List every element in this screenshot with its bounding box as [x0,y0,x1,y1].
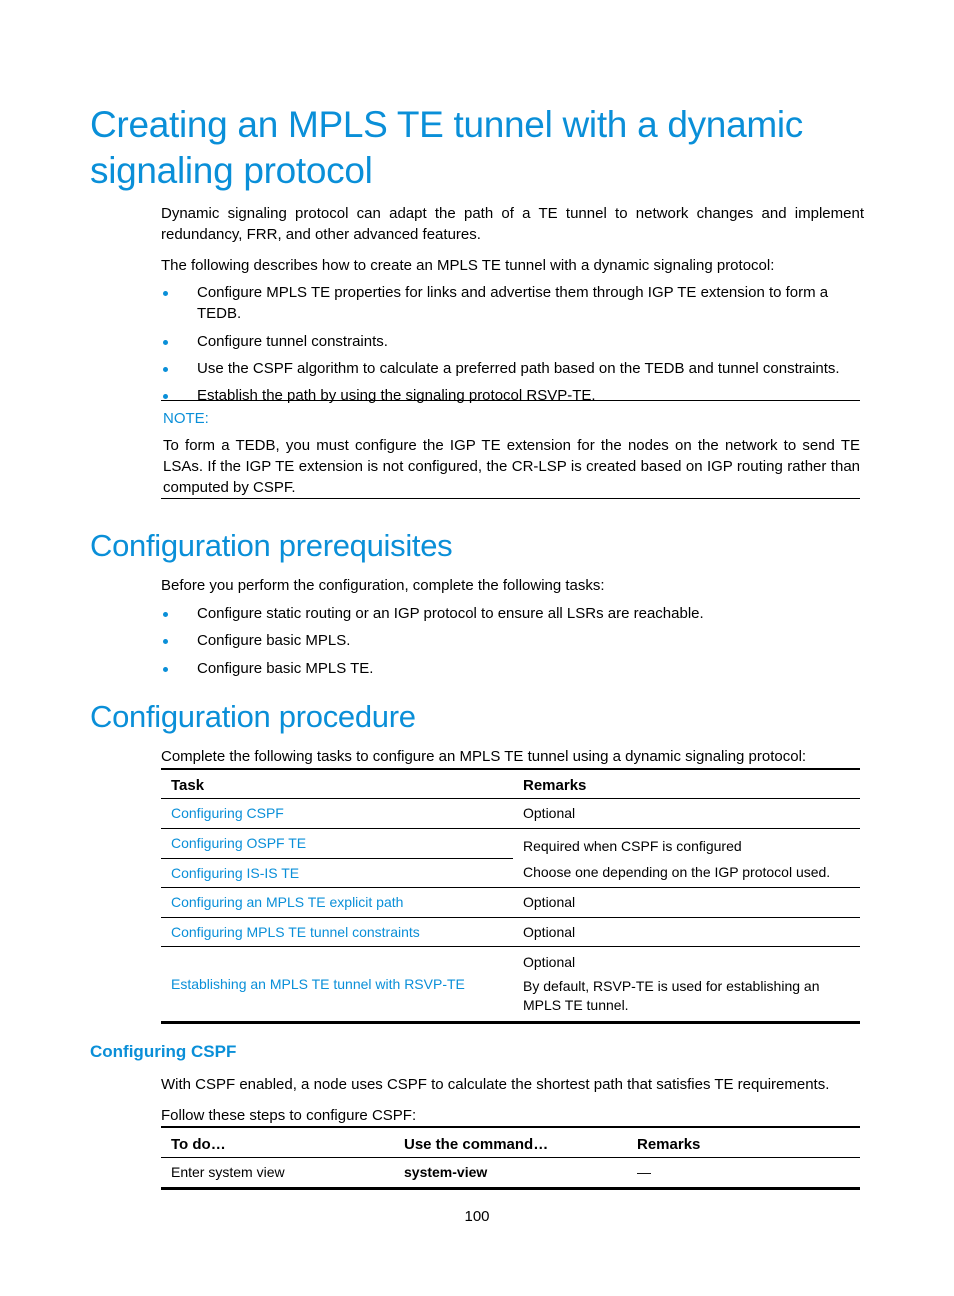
prereq-intro: Before you perform the configuration, complete the following tasks: [161,577,605,594]
table-header-row [161,1127,860,1157]
cspf-steps-intro: Follow these steps to configure CSPF: [161,1107,417,1124]
intro-paragraph: Dynamic signaling protocol can adapt the path of a TE tunnel to network changes and implement redundancy, FRR, and other advanced features. [161,205,864,243]
col-todo: To do… [161,1127,394,1157]
cspf-table [161,1126,860,1190]
igp-remarks: Required when CSPF is configured Choose one depending on the IGP protocol used. [513,828,860,887]
table-row [161,828,860,858]
table-row: Configuring an MPLS TE explicit path Optional [161,887,860,917]
prereq-list [161,603,866,679]
bullet-icon [163,394,168,399]
list-item: Configure MPLS TE properties for links and advertise them through IGP TE extension to form a TEDB. [161,282,866,324]
list-item: Configure basic MPLS TE. [161,658,866,679]
col-command: Use the command… [394,1127,627,1157]
steps-intro: The following describes how to create an MPLS TE tunnel with a dynamic signaling protocol: [161,257,775,274]
bullet-icon [163,291,168,296]
procedure-heading: Configuration procedure [90,699,416,734]
link-explicit-path[interactable]: Configuring an MPLS TE explicit path [161,887,513,917]
steps-list [161,282,866,406]
bullet-icon [163,367,168,372]
command-text: system-view [394,1157,627,1188]
link-rsvp-te[interactable]: Establishing an MPLS TE tunnel with RSVP-TE [161,946,513,1022]
bullet-icon [163,340,168,345]
bullet-icon [163,612,168,617]
procedure-intro: Complete the following tasks to configure an MPLS TE tunnel using a dynamic signaling protocol: [161,748,807,765]
procedure-table [161,768,860,1024]
table-header-row [161,769,860,798]
page-title: Creating an MPLS TE tunnel with a dynamic signaling protocol [90,104,803,191]
note-label: NOTE: [163,410,209,427]
note-box [161,400,860,499]
cspf-heading: Configuring CSPF [90,1042,237,1061]
col-remarks: Remarks [627,1127,860,1157]
col-task: Task [161,769,513,798]
prereq-heading: Configuration prerequisites [90,528,453,563]
cspf-intro: With CSPF enabled, a node uses CSPF to calculate the shortest path that satisfies TE requirements. [161,1076,830,1093]
col-remarks: Remarks [513,769,860,798]
list-item: Use the CSPF algorithm to calculate a preferred path based on the TEDB and tunnel constraints. [161,358,866,379]
link-configuring-ospf-te[interactable]: Configuring OSPF TE [161,828,513,858]
table-row: Establishing an MPLS TE tunnel with RSVP-TE Optional By default, RSVP-TE is used for establishing an MPLS TE tunnel. [161,946,860,1022]
link-configuring-isis-te[interactable]: Configuring IS-IS TE [161,858,513,887]
list-item: Configure basic MPLS. [161,630,866,651]
table-row: Configuring MPLS TE tunnel constraints Optional [161,917,860,946]
bullet-icon [163,639,168,644]
note-text: To form a TEDB, you must configure the IGP TE extension for the nodes on the network to send TE LSAs. If the IGP TE extension is not configured, the CR-LSP is created based on IGP routing rather than computed by CSPF. [163,437,860,496]
table-row: Configuring CSPF Optional [161,798,860,828]
link-configuring-cspf[interactable]: Configuring CSPF [161,798,513,828]
bullet-icon [163,667,168,672]
list-item: Configure static routing or an IGP protocol to ensure all LSRs are reachable. [161,603,866,624]
link-tunnel-constraints[interactable]: Configuring MPLS TE tunnel constraints [161,917,513,946]
list-item: Configure tunnel constraints. [161,331,866,352]
list-item: Establish the path by using the signaling protocol RSVP-TE. [161,385,866,406]
page-number: 100 [464,1208,490,1225]
table-row: Enter system view system-view — [161,1157,860,1188]
